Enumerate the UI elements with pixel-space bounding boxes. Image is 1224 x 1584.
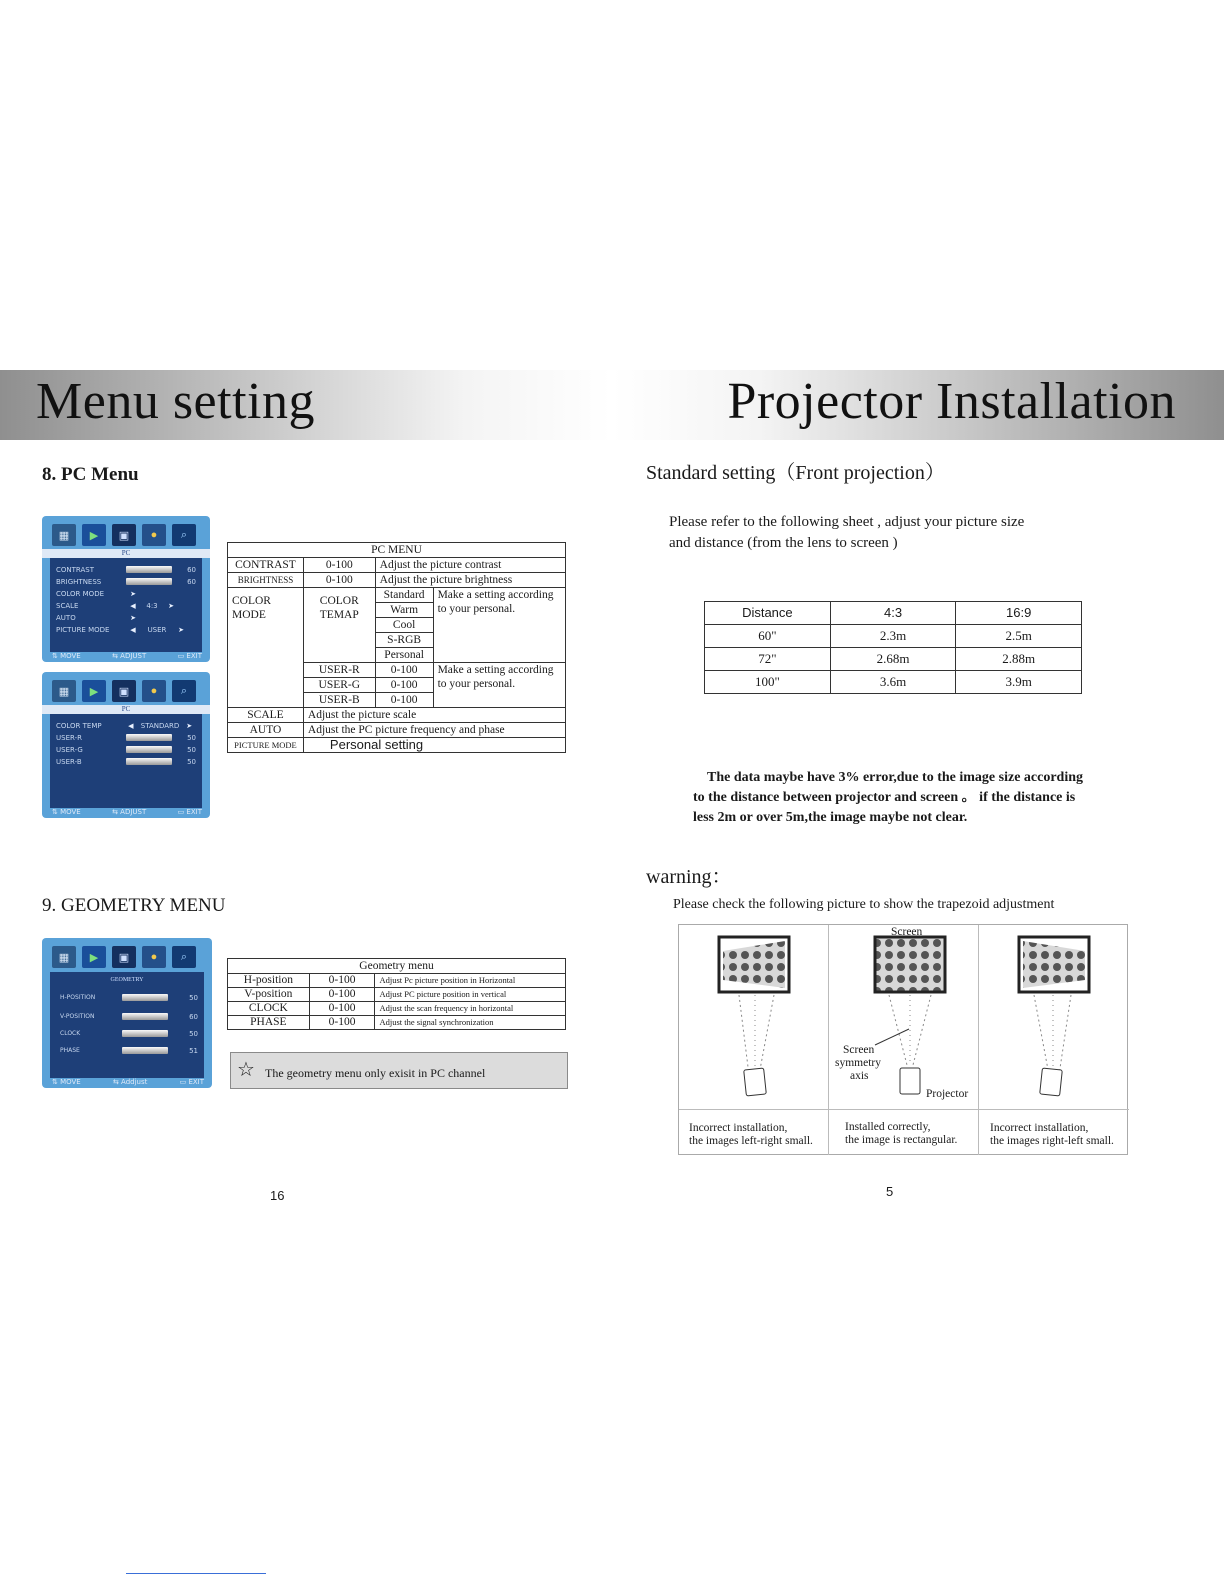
osd-icon-bar	[52, 524, 196, 546]
axis-label-3: axis	[850, 1070, 869, 1082]
play-icon: ▶	[82, 680, 106, 702]
table-cell: Adjust the picture contrast	[375, 558, 565, 573]
caption-center-1: Installed correctly,	[845, 1121, 931, 1133]
pc-icon: ▣	[112, 680, 136, 702]
table-cell: USER-B	[303, 693, 375, 708]
error-note-line-2: to the distance between projector and screen 。 if the distance is	[693, 790, 1076, 805]
right-arrow-icon: ➤	[130, 613, 136, 622]
projector-label: Projector	[926, 1088, 969, 1100]
search-icon: ⌕	[172, 524, 196, 546]
pc-icon: ▣	[112, 524, 136, 546]
osd-row-phase: PHASE 51	[60, 1046, 198, 1055]
right-arrow-icon: ➤	[186, 721, 193, 730]
diagram-divider	[679, 1109, 1129, 1110]
osd-row-user-g: USER-G 50	[56, 745, 196, 754]
right-title: Projector Installation	[727, 373, 1176, 430]
geometry-heading: 9. GEOMETRY MENU	[42, 895, 226, 916]
table-cell: 0-100	[375, 663, 433, 678]
pc-menu-table-title: PC MENU	[228, 543, 566, 558]
table-cell: 72"	[705, 648, 831, 671]
osd-icon-bar	[52, 946, 196, 968]
table-cell: 0-100	[375, 678, 433, 693]
table-cell: PHASE	[228, 1016, 310, 1030]
table-cell: BRIGHTNESS	[228, 573, 304, 588]
color-icon: ●	[142, 524, 166, 546]
pc-osd-screen	[42, 516, 210, 662]
search-icon: ⌕	[172, 946, 196, 968]
table-cell: Adjust the scan frequency in horizontal	[375, 1002, 566, 1016]
star-icon: ☆	[237, 1057, 255, 1081]
osd-row-picture-mode: PICTURE MODE ◀ USER ➤	[56, 624, 196, 635]
picture-icon: ▦	[52, 680, 76, 702]
table-cell: 0-100	[309, 1002, 375, 1016]
table-cell: PICTURE MODE	[228, 738, 304, 753]
color-icon: ●	[142, 680, 166, 702]
axis-label-2: symmetry	[835, 1057, 881, 1069]
table-cell: 60"	[705, 625, 831, 648]
warning-heading: warning：	[646, 866, 732, 888]
table-cell: AUTO	[228, 723, 304, 738]
osd-panel	[50, 972, 204, 1078]
caption-right-2: the images right-left small.	[990, 1135, 1114, 1147]
table-cell: Personal	[375, 648, 433, 663]
table-cell: 2.5m	[956, 625, 1082, 648]
caption-center-2: the image is rectangular.	[845, 1134, 958, 1146]
trapezoid-diagram	[678, 924, 1128, 1155]
table-cell: 100"	[705, 671, 831, 694]
table-cell: V-position	[228, 988, 310, 1002]
center-screen-frame	[875, 937, 945, 1094]
osd-footer: ⇅ MOVE ⇆ ADJUST ▭ EXIT	[52, 808, 202, 816]
color-temap-cell: COLOR TEMAP	[303, 588, 375, 663]
geometry-note-text: The geometry menu only exisit in PC channel	[265, 1066, 486, 1080]
pc-color-osd-screen	[42, 672, 210, 818]
play-icon: ▶	[82, 524, 106, 546]
table-cell: Personal setting	[303, 738, 565, 753]
table-cell: Adjust Pc picture position in Horizontal	[375, 974, 566, 988]
left-arrow-icon: ◀	[130, 625, 136, 634]
table-cell: Adjust the PC picture frequency and phase	[303, 723, 565, 738]
table-cell: Adjust the signal synchronization	[375, 1016, 566, 1030]
pc-icon: ▣	[112, 946, 136, 968]
osd-row-scale: SCALE ◀ 4:3 ➤	[56, 600, 196, 611]
geometry-table	[227, 958, 566, 1030]
caption-left-2: the images left-right small.	[689, 1135, 813, 1147]
osd-row-user-b: USER-B 50	[56, 757, 196, 766]
osd-title: PC	[42, 705, 210, 714]
table-cell: 0-100	[303, 558, 375, 573]
intro-line-2: and distance (from the lens to screen )	[669, 535, 898, 551]
table-cell: 0-100	[375, 693, 433, 708]
standard-setting-heading: Standard setting（Front projection）	[646, 462, 945, 484]
geometry-table-title: Geometry menu	[228, 959, 566, 974]
pc-menu-table	[227, 542, 566, 753]
geometry-note-box	[230, 1052, 568, 1089]
page-number-left: 16	[270, 1188, 285, 1203]
osd-title: GEOMETRY	[110, 977, 144, 983]
table-cell: 0-100	[309, 1016, 375, 1030]
pc-menu-heading: 8. PC Menu	[42, 464, 139, 485]
table-header: 4:3	[830, 602, 956, 625]
osd-row-auto: AUTO ➤	[56, 612, 196, 623]
table-header: Distance	[705, 602, 831, 625]
table-cell: CLOCK	[228, 1002, 310, 1016]
table-header: 16:9	[956, 602, 1082, 625]
picture-icon: ▦	[52, 946, 76, 968]
table-cell: 2.68m	[830, 648, 956, 671]
left-arrow-icon: ◀	[130, 601, 136, 610]
right-arrow-icon: ➤	[168, 601, 174, 610]
table-cell: Cool	[375, 618, 433, 633]
table-cell: Standard	[375, 588, 433, 603]
table-cell: Warm	[375, 603, 433, 618]
osd-row-color-mode: COLOR MODE ➤	[56, 588, 196, 599]
table-cell: S-RGB	[375, 633, 433, 648]
osd-title: PC	[42, 549, 210, 558]
user-note-cell: Make a setting according to your personal.	[433, 663, 565, 708]
intro-line-1: Please refer to the following sheet , adjust your picture size	[669, 514, 1025, 530]
left-title: Menu setting	[36, 373, 315, 430]
color-mode-cell: COLOR MODE	[228, 588, 304, 708]
table-cell: Adjust the picture brightness	[375, 573, 565, 588]
play-icon: ▶	[82, 946, 106, 968]
error-note-line-3: less 2m or over 5m,the image maybe not clear.	[693, 810, 968, 825]
distance-table	[704, 601, 1082, 694]
table-cell: CONTRAST	[228, 558, 304, 573]
right-arrow-icon: ➤	[130, 589, 136, 598]
table-cell: Adjust the picture scale	[303, 708, 565, 723]
geometry-osd-screen	[42, 938, 212, 1088]
osd-row-user-r: USER-R 50	[56, 733, 196, 742]
caption-left-1: Incorrect installation,	[689, 1122, 788, 1134]
table-cell: 0-100	[303, 573, 375, 588]
table-cell: 3.9m	[956, 671, 1082, 694]
axis-label-1: Screen	[843, 1044, 875, 1056]
osd-icon-bar	[52, 680, 196, 702]
temp-note-cell: Make a setting according to your personal.	[433, 588, 565, 663]
table-cell: USER-G	[303, 678, 375, 693]
table-cell: 0-100	[309, 974, 375, 988]
table-cell: 0-100	[309, 988, 375, 1002]
table-cell: Adjust PC picture position in vertical	[375, 988, 566, 1002]
left-screen-frame	[719, 937, 789, 1096]
caption-right-1: Incorrect installation,	[990, 1122, 1089, 1134]
osd-footer: ⇅ MOVE ⇆ ADJUST ▭ EXIT	[52, 652, 202, 660]
table-cell: 3.6m	[830, 671, 956, 694]
osd-row-color-temp: COLOR TEMP ◀ STANDARD ➤	[56, 720, 196, 731]
left-arrow-icon: ◀	[128, 721, 134, 730]
osd-row-clock: CLOCK 50	[60, 1029, 198, 1038]
picture-icon: ▦	[52, 524, 76, 546]
osd-footer: ⇅ MOVE ⇆ Addjust ▭ EXIT	[52, 1078, 204, 1086]
table-cell: SCALE	[228, 708, 304, 723]
bottom-rule	[126, 1573, 266, 1574]
warning-text: Please check the following picture to show the trapezoid adjustment	[673, 897, 1055, 912]
table-cell: USER-R	[303, 663, 375, 678]
right-screen-frame	[1019, 937, 1089, 1096]
right-arrow-icon: ➤	[178, 625, 184, 634]
table-cell: 2.88m	[956, 648, 1082, 671]
osd-row-contrast: CONTRAST 60	[56, 565, 196, 574]
osd-row-h-position: H-POSITION 50	[60, 993, 198, 1002]
diagram-graphic	[679, 925, 1129, 1109]
osd-row-v-position: V-POSITION 60	[60, 1012, 198, 1021]
page-number-right: 5	[886, 1184, 894, 1199]
osd-row-brightness: BRIGHTNESS 60	[56, 577, 196, 586]
screen-label: Screen	[891, 926, 923, 938]
error-note-line-1: The data maybe have 3% error,due to the image size according	[707, 770, 1084, 785]
color-icon: ●	[142, 946, 166, 968]
search-icon: ⌕	[172, 680, 196, 702]
table-cell: 2.3m	[830, 625, 956, 648]
table-cell: H-position	[228, 974, 310, 988]
